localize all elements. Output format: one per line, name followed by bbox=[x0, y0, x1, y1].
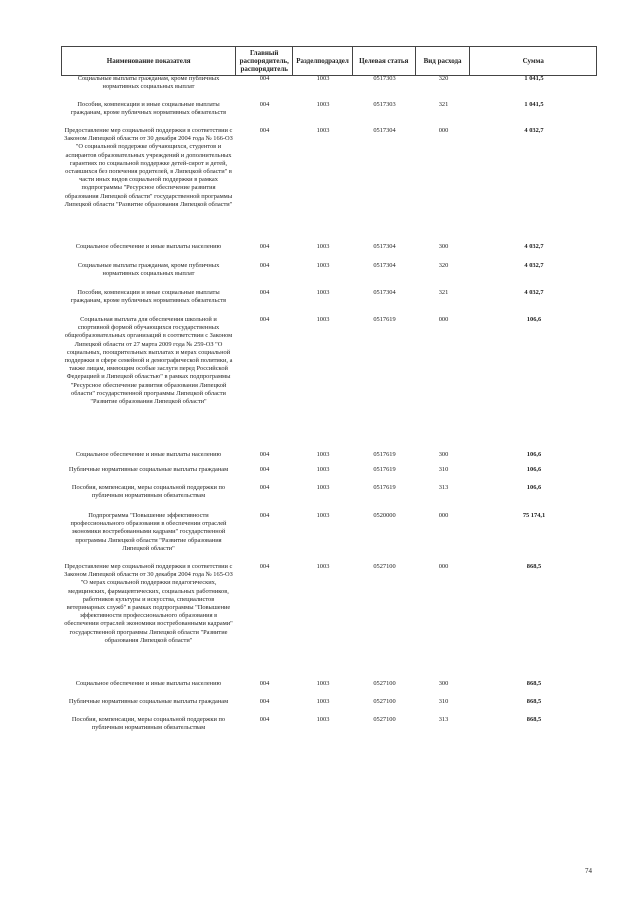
row-sum: 1 041,5 bbox=[524, 75, 544, 82]
row-main-manager: 004 bbox=[259, 316, 270, 323]
row-target-article: 0527100 bbox=[373, 563, 396, 570]
row-target-article: 0517303 bbox=[373, 101, 396, 108]
row-target-article: 0527100 bbox=[373, 716, 396, 723]
header-main-manager: Главный распорядитель, распорядитель bbox=[236, 47, 293, 75]
row-name: Социальные выплаты гражданам, кроме публичных нормативных социальных выплат bbox=[77, 262, 220, 278]
row-sum: 868,5 bbox=[526, 698, 542, 705]
row-main-manager: 004 bbox=[259, 680, 270, 687]
row-target-article: 0517303 bbox=[373, 75, 396, 82]
row-main-manager: 004 bbox=[259, 127, 270, 134]
row-target-article: 0527100 bbox=[373, 680, 396, 687]
header-name: Наименование показателя bbox=[62, 47, 236, 75]
row-target-article: 0517619 bbox=[373, 316, 396, 323]
row-sum: 4 032,7 bbox=[524, 262, 544, 269]
row-section: 1003 bbox=[316, 698, 330, 705]
row-target-article: 0517304 bbox=[373, 289, 396, 296]
table-row bbox=[61, 289, 597, 305]
row-section: 1003 bbox=[316, 75, 330, 82]
row-expense-type: 000 bbox=[438, 127, 449, 134]
row-name: Социальное обеспечение и иные выплаты населению bbox=[75, 451, 222, 458]
row-target-article: 0517304 bbox=[373, 243, 396, 250]
row-sum: 4 032,7 bbox=[524, 289, 544, 296]
row-sum: 868,5 bbox=[526, 563, 542, 570]
row-target-article: 0517619 bbox=[373, 466, 396, 473]
row-sum: 4 032,7 bbox=[524, 243, 544, 250]
row-sum: 4 032,7 bbox=[524, 127, 544, 134]
row-main-manager: 004 bbox=[259, 289, 270, 296]
row-main-manager: 004 bbox=[259, 262, 270, 269]
row-section: 1003 bbox=[316, 716, 330, 723]
row-section: 1003 bbox=[316, 680, 330, 687]
row-name: Предоставление мер социальной поддержки в соответствии с Законом Липецкой области от 30 декабря 2004 года № 166-ОЗ "О социальной поддержке обучающихся, студентов и аспирантов образовательных учреждений и дополнительных гарантиях по социальной поддержке детей-сирот и детей, оставшихся без попечения родителей, в Липецкой области" в части иных видов социальной поддержки в рамках подпрограммы "Ресурсное обеспечение развития образования Липецкой области" государственной программы Липецкой области "Развитие образования Липецкой области" bbox=[64, 127, 233, 208]
row-section: 1003 bbox=[316, 563, 330, 570]
table-row bbox=[61, 451, 597, 459]
row-name: Пособия, компенсации, меры социальной поддержки по публичным нормативным обязательствам bbox=[71, 716, 226, 732]
row-section: 1003 bbox=[316, 466, 330, 473]
row-main-manager: 004 bbox=[259, 563, 270, 570]
row-name: Публичные нормативные социальные выплаты гражданам bbox=[68, 466, 229, 473]
row-expense-type: 000 bbox=[438, 316, 449, 323]
row-section: 1003 bbox=[316, 512, 330, 519]
row-sum: 106,6 bbox=[526, 466, 542, 473]
table-row bbox=[61, 243, 597, 251]
row-sum: 106,6 bbox=[526, 451, 542, 458]
row-section: 1003 bbox=[316, 316, 330, 323]
header-sum: Сумма bbox=[522, 57, 544, 65]
row-sum: 106,6 bbox=[526, 316, 542, 323]
row-target-article: 0517304 bbox=[373, 127, 396, 134]
table-row bbox=[61, 262, 597, 278]
row-expense-type: 321 bbox=[438, 289, 449, 296]
table-row bbox=[61, 75, 597, 91]
row-expense-type: 320 bbox=[438, 75, 449, 82]
table-row bbox=[61, 716, 597, 732]
row-main-manager: 004 bbox=[259, 698, 270, 705]
row-sum: 1 041,5 bbox=[524, 101, 544, 108]
row-expense-type: 313 bbox=[438, 484, 449, 491]
row-name: Социальное обеспечение и иные выплаты населению bbox=[75, 243, 222, 250]
header-section: Разделподраздел bbox=[293, 47, 353, 75]
header-target-article: Целевая статья bbox=[353, 47, 416, 75]
row-name: Социальное обеспечение и иные выплаты населению bbox=[75, 680, 222, 687]
row-name: Социальная выплата для обеспечения школьной и спортивной формой обучающихся государственных общеобразовательных организаций в соответствии с Законом Липецкой области от 27 марта 2009 года № 259-ОЗ "О социальных, поощрительных выплатах и мерах социальной поддержки в сфере семейной и демографической политики, а также лицам, имеющим особые заслуги перед Российской Федерацией и Липецкой областью" в рамках подпрограммы "Ресурсное обеспечение развития образования Липецкой области" государственной программы Липецкой области "Развитие образования Липецкой области" bbox=[64, 316, 233, 406]
row-main-manager: 004 bbox=[259, 512, 270, 519]
page-number: 74 bbox=[585, 867, 592, 875]
row-name: Пособия, компенсации и иные социальные выплаты гражданам, кроме публичных нормативных обязательств bbox=[70, 289, 227, 305]
row-name: Публичные нормативные социальные выплаты гражданам bbox=[68, 698, 229, 705]
row-name: Подпрограмма "Повышение эффективности профессионального образования в обеспечении отраслей экономики востребованными кадрами" государственной программы Липецкой области "Развитие образования Липецкой области" bbox=[70, 512, 227, 552]
row-main-manager: 004 bbox=[259, 466, 270, 473]
table-row bbox=[61, 680, 597, 688]
row-main-manager: 004 bbox=[259, 451, 270, 458]
row-name: Пособия, компенсации и иные социальные выплаты гражданам, кроме публичных нормативных обязательств bbox=[70, 101, 227, 117]
row-expense-type: 300 bbox=[438, 451, 449, 458]
table-row bbox=[61, 101, 597, 117]
table-row bbox=[61, 127, 597, 209]
row-section: 1003 bbox=[316, 484, 330, 491]
table-row bbox=[61, 563, 597, 645]
row-section: 1003 bbox=[316, 451, 330, 458]
table-row bbox=[61, 316, 597, 406]
row-sum: 75 174,1 bbox=[522, 512, 546, 519]
row-expense-type: 000 bbox=[438, 512, 449, 519]
row-section: 1003 bbox=[316, 262, 330, 269]
row-name: Предоставление мер социальной поддержки в соответствии с Законом Липецкой области от 30 декабря 2004 года № 165-ОЗ "О мерах социальной поддержки педагогических, медицинских, фармацевтических, социальных работников, работников культуры и искусства, специалистов ветеринарных служб" в рамках подпрограммы "Повышение эффективности профессионального образования в обеспечении отраслей экономики востребованными кадрами" государственной программы Липецкой области "Развитие образования Липецкой области" bbox=[64, 563, 233, 644]
row-sum: 106,6 bbox=[526, 484, 542, 491]
row-expense-type: 310 bbox=[438, 698, 449, 705]
row-target-article: 0527100 bbox=[373, 698, 396, 705]
row-expense-type: 000 bbox=[438, 563, 449, 570]
row-expense-type: 320 bbox=[438, 262, 449, 269]
row-section: 1003 bbox=[316, 289, 330, 296]
row-expense-type: 300 bbox=[438, 243, 449, 250]
row-sum: 868,5 bbox=[526, 680, 542, 687]
row-name: Социальные выплаты гражданам, кроме публичных нормативных социальных выплат bbox=[77, 75, 220, 91]
table-row bbox=[61, 698, 597, 706]
row-main-manager: 004 bbox=[259, 243, 270, 250]
table-row bbox=[61, 512, 597, 553]
row-main-manager: 004 bbox=[259, 75, 270, 82]
row-section: 1003 bbox=[316, 127, 330, 134]
table-row bbox=[61, 466, 597, 474]
row-name: Пособия, компенсации, меры социальной поддержки по публичным нормативным обязательствам bbox=[71, 484, 226, 500]
row-main-manager: 004 bbox=[259, 716, 270, 723]
row-section: 1003 bbox=[316, 101, 330, 108]
row-target-article: 0517619 bbox=[373, 451, 396, 458]
row-target-article: 0517619 bbox=[373, 484, 396, 491]
header-expense-type: Вид расхода bbox=[416, 47, 471, 75]
row-main-manager: 004 bbox=[259, 484, 270, 491]
row-sum: 868,5 bbox=[526, 716, 542, 723]
row-main-manager: 004 bbox=[259, 101, 270, 108]
row-expense-type: 321 bbox=[438, 101, 449, 108]
row-expense-type: 300 bbox=[438, 680, 449, 687]
row-expense-type: 310 bbox=[438, 466, 449, 473]
table-row bbox=[61, 484, 597, 500]
row-expense-type: 313 bbox=[438, 716, 449, 723]
row-target-article: 0517304 bbox=[373, 262, 396, 269]
table-header bbox=[61, 46, 597, 76]
row-target-article: 0520000 bbox=[373, 512, 396, 519]
row-section: 1003 bbox=[316, 243, 330, 250]
